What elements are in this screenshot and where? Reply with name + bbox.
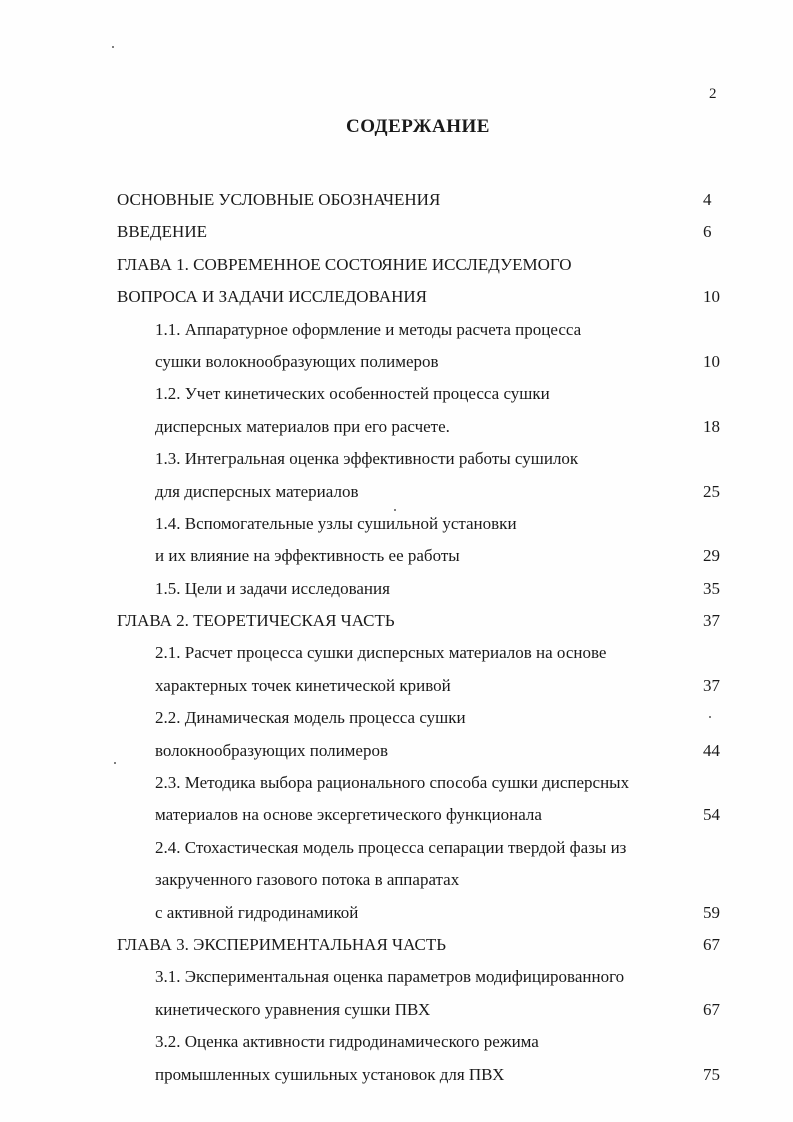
toc-entry-page: 67 — [703, 999, 720, 1019]
toc-entry — [0, 314, 793, 379]
toc-entry-page: 35 — [703, 578, 720, 598]
toc-line — [0, 961, 793, 993]
toc-line — [0, 216, 793, 248]
toc-entry-page: 10 — [703, 351, 720, 371]
scan-speck — [709, 716, 711, 718]
toc-line — [0, 670, 793, 702]
toc-entry-page: 44 — [703, 740, 720, 760]
toc-line — [0, 994, 793, 1026]
toc-entry-text: ОСНОВНЫЕ УСЛОВНЫЕ ОБОЗНАЧЕНИЯ — [117, 190, 441, 209]
toc-entry-text: ГЛАВА 1. СОВРЕМЕННОЕ СОСТОЯНИЕ ИССЛЕДУЕМОГО — [117, 254, 572, 274]
scan-speck — [114, 762, 116, 764]
toc-entry-page: 59 — [703, 902, 720, 922]
page-number: 2 — [709, 86, 717, 102]
toc-entry-text: волокнообразующих полимеров — [155, 740, 389, 760]
toc-entry — [0, 443, 793, 508]
toc-line — [0, 443, 793, 475]
toc-line — [0, 735, 793, 767]
toc-entry — [0, 508, 793, 573]
toc-line — [0, 508, 793, 540]
toc-entry-page: 37 — [703, 675, 720, 695]
toc-entry-text: дисперсных материалов при его расчете. — [155, 416, 450, 436]
toc-entry-page: 75 — [703, 1064, 720, 1084]
toc-entry-text: сушки волокнообразующих полимеров — [155, 351, 439, 371]
scan-speck — [394, 509, 396, 511]
toc-entry-page: 6 — [703, 222, 712, 242]
toc-entry-text: 1.2. Учет кинетических особенностей процесса сушки — [155, 384, 550, 404]
toc-entry-page: 10 — [703, 287, 720, 307]
toc-line — [0, 346, 793, 378]
toc-entry — [0, 1026, 793, 1091]
toc-entry-text: ГЛАВА 2. ТЕОРЕТИЧЕСКАЯ ЧАСТЬ — [117, 611, 395, 631]
toc-entry-text: и их влияние на эффективность ее работы — [155, 546, 460, 566]
toc-line — [0, 281, 793, 313]
toc-entry-text: с активной гидродинамикой — [155, 902, 359, 922]
toc-entry-page: 29 — [703, 546, 720, 566]
toc-line — [0, 864, 793, 896]
toc-entry-page: 18 — [703, 416, 720, 436]
toc-entry — [0, 378, 793, 443]
toc-line — [0, 1026, 793, 1058]
toc-entry-text: 1.4. Вспомогательные узлы сушильной установки — [155, 513, 517, 533]
toc-entry-text: 1.5. Цели и задачи исследования — [155, 578, 390, 598]
toc-entry-text: ГЛАВА 3. ЭКСПЕРИМЕНТАЛЬНАЯ ЧАСТЬ — [117, 934, 447, 954]
table-of-contents — [0, 184, 793, 1091]
toc-entry-text: кинетического уравнения сушки ПВХ — [155, 999, 431, 1019]
toc-entry — [0, 605, 793, 637]
toc-entry — [0, 216, 793, 248]
toc-entry — [0, 702, 793, 767]
toc-line — [0, 378, 793, 410]
page-title: СОДЕРЖАНИЕ — [346, 116, 490, 137]
toc-entry — [0, 929, 793, 961]
toc-line — [0, 637, 793, 669]
toc-entry-text: 1.3. Интегральная оценка эффективности работы сушилок — [155, 449, 579, 469]
toc-line — [0, 573, 793, 605]
toc-entry-text: 2.3. Методика выбора рационального способа сушки дисперсных — [155, 773, 630, 793]
toc-entry — [0, 832, 793, 929]
toc-entry-text: ВВЕДЕНИЕ — [117, 222, 207, 242]
toc-entry-text: 2.1. Расчет процесса сушки дисперсных материалов на основе — [155, 643, 607, 663]
toc-line — [0, 1059, 793, 1091]
toc-line — [0, 476, 793, 508]
toc-entry-text: закрученного газового потока в аппаратах — [155, 870, 460, 890]
toc-line — [0, 540, 793, 572]
toc-line — [0, 411, 793, 443]
toc-entry — [0, 637, 793, 702]
toc-entry — [0, 184, 793, 216]
toc-entry-page: 37 — [703, 611, 720, 631]
toc-entry-text: для дисперсных материалов — [155, 481, 359, 501]
toc-entry-text: 2.4. Стохастическая модель процесса сепарации твердой фазы из — [155, 837, 627, 857]
toc-line — [0, 897, 793, 929]
toc-entry-text: материалов на основе эксергетического функционала — [155, 805, 542, 825]
toc-entry-page: 54 — [703, 805, 720, 825]
toc-entry — [0, 573, 793, 605]
toc-line — [0, 832, 793, 864]
toc-entry — [0, 249, 793, 314]
toc-entry — [0, 961, 793, 1026]
toc-entry-page: 67 — [703, 934, 720, 954]
toc-entry-text: 3.1. Экспериментальная оценка параметров модифицированного — [155, 967, 625, 987]
scan-speck — [112, 46, 114, 48]
toc-line — [0, 702, 793, 734]
toc-line — [0, 929, 793, 961]
toc-line — [0, 605, 793, 637]
toc-entry — [0, 767, 793, 832]
toc-entry-text: характерных точек кинетической кривой — [155, 675, 451, 695]
toc-line — [0, 249, 793, 281]
toc-entry-text: 3.2. Оценка активности гидродинамического режима — [155, 1032, 539, 1052]
toc-entry-text: промышленных сушильных установок для ПВХ — [155, 1064, 505, 1084]
toc-entry-text: 2.2. Динамическая модель процесса сушки — [155, 708, 466, 728]
toc-entry-text: 1.1. Аппаратурное оформление и методы расчета процесса — [155, 319, 582, 339]
toc-line — [0, 799, 793, 831]
toc-line — [0, 184, 793, 216]
toc-line — [0, 767, 793, 799]
toc-entry-page: 25 — [703, 481, 720, 501]
toc-entry-text: ВОПРОСА И ЗАДАЧИ ИССЛЕДОВАНИЯ — [117, 287, 428, 307]
toc-entry-page: 4 — [703, 190, 712, 209]
toc-line — [0, 314, 793, 346]
